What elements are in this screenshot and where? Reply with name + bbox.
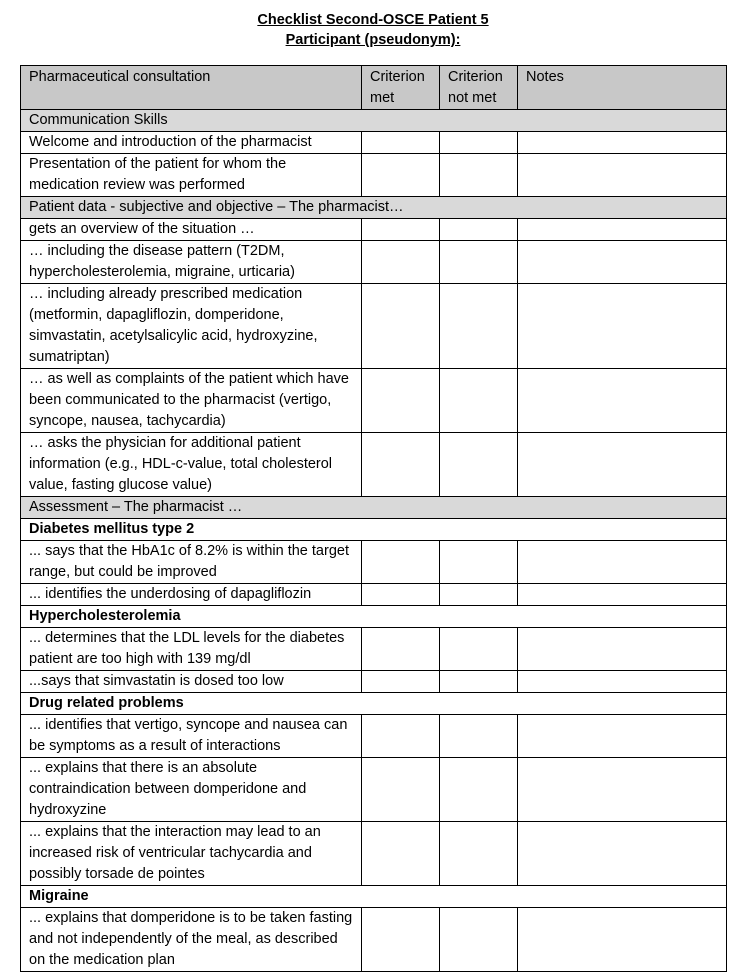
criterion-text: ... identifies the underdosing of dapagliflozin (21, 584, 362, 606)
criterion-not-met-cell[interactable] (440, 822, 518, 886)
header-criterion-not-met: Criterion not met (440, 66, 518, 110)
criterion-not-met-cell[interactable] (440, 908, 518, 972)
criterion-row (21, 154, 727, 197)
criterion-not-met-cell[interactable] (440, 715, 518, 758)
criterion-row (21, 822, 727, 886)
notes-cell[interactable] (518, 628, 727, 671)
notes-cell[interactable] (518, 433, 727, 497)
subsection-row (21, 519, 727, 541)
notes-cell[interactable] (518, 715, 727, 758)
subsection-row (21, 693, 727, 715)
criterion-met-cell[interactable] (362, 908, 440, 972)
criterion-text: ...says that simvastatin is dosed too low (21, 671, 362, 693)
criterion-row (21, 758, 727, 822)
criterion-met-cell[interactable] (362, 822, 440, 886)
criterion-not-met-cell[interactable] (440, 219, 518, 241)
criterion-not-met-cell[interactable] (440, 154, 518, 197)
criterion-row (21, 433, 727, 497)
criterion-row (21, 369, 727, 433)
participant-label: Participant (pseudonym): (285, 32, 461, 48)
notes-cell[interactable] (518, 671, 727, 693)
criterion-met-cell[interactable] (362, 671, 440, 693)
criterion-not-met-cell[interactable] (440, 369, 518, 433)
subsection-row (21, 606, 727, 628)
criterion-text: ... says that the HbA1c of 8.2% is within the target range, but could be improved (21, 541, 362, 584)
criterion-text: ... explains that the interaction may lead to an increased risk of ventricular tachycardia and possibly torsade de pointes (21, 822, 362, 886)
criterion-row (21, 132, 727, 154)
criterion-not-met-cell[interactable] (440, 628, 518, 671)
criterion-not-met-cell[interactable] (440, 132, 518, 154)
criterion-text: … asks the physician for additional patient information (e.g., HDL-c-value, total cholesterol value, fasting glucose value) (21, 433, 362, 497)
criterion-met-cell[interactable] (362, 219, 440, 241)
criterion-text: … including already prescribed medication (metformin, dapagliflozin, domperidone, simvastatin, acetylsalicylic acid, hydroxyzine, sumatriptan) (21, 284, 362, 369)
criterion-not-met-cell[interactable] (440, 671, 518, 693)
header-consultation: Pharmaceutical consultation (21, 66, 362, 110)
section-row (21, 197, 727, 219)
subsection-label: Migraine (21, 886, 727, 908)
criterion-met-cell[interactable] (362, 584, 440, 606)
criterion-text: Welcome and introduction of the pharmacist (21, 132, 362, 154)
notes-cell[interactable] (518, 219, 727, 241)
criterion-met-cell[interactable] (362, 369, 440, 433)
criterion-text: ... explains that there is an absolute contraindication between domperidone and hydroxyzine (21, 758, 362, 822)
criterion-text: ... determines that the LDL levels for the diabetes patient are too high with 139 mg/dl (21, 628, 362, 671)
criterion-met-cell[interactable] (362, 132, 440, 154)
criterion-met-cell[interactable] (362, 241, 440, 284)
criterion-not-met-cell[interactable] (440, 433, 518, 497)
subsection-label: Diabetes mellitus type 2 (21, 519, 727, 541)
criterion-met-cell[interactable] (362, 628, 440, 671)
notes-cell[interactable] (518, 584, 727, 606)
criterion-row (21, 908, 727, 972)
notes-cell[interactable] (518, 908, 727, 972)
criterion-text: ... explains that domperidone is to be taken fasting and not independently of the meal, as described on the medication plan (21, 908, 362, 972)
criterion-not-met-cell[interactable] (440, 241, 518, 284)
notes-cell[interactable] (518, 241, 727, 284)
header-criterion-met: Criterion met (362, 66, 440, 110)
criterion-row (21, 715, 727, 758)
criterion-not-met-cell[interactable] (440, 584, 518, 606)
section-label: Assessment – The pharmacist … (21, 497, 727, 519)
notes-cell[interactable] (518, 284, 727, 369)
criterion-not-met-cell[interactable] (440, 758, 518, 822)
criterion-row (21, 584, 727, 606)
criterion-met-cell[interactable] (362, 433, 440, 497)
notes-cell[interactable] (518, 369, 727, 433)
criterion-not-met-cell[interactable] (440, 284, 518, 369)
criterion-text: … including the disease pattern (T2DM, hypercholesterolemia, migraine, urticaria) (21, 241, 362, 284)
notes-cell[interactable] (518, 541, 727, 584)
document-header (0, 0, 746, 50)
notes-cell[interactable] (518, 154, 727, 197)
checklist-table (20, 65, 727, 972)
section-label: Communication Skills (21, 110, 727, 132)
criterion-met-cell[interactable] (362, 715, 440, 758)
criterion-row (21, 671, 727, 693)
criterion-text: … as well as complaints of the patient which have been communicated to the pharmacist (vertigo, syncope, nausea, tachycardia) (21, 369, 362, 433)
table-header-row (21, 66, 727, 110)
subsection-row (21, 886, 727, 908)
criterion-text: ... identifies that vertigo, syncope and nausea can be symptoms as a result of interactions (21, 715, 362, 758)
criterion-row (21, 219, 727, 241)
criterion-text: gets an overview of the situation … (21, 219, 362, 241)
criterion-row (21, 628, 727, 671)
criterion-not-met-cell[interactable] (440, 541, 518, 584)
criterion-text: Presentation of the patient for whom the medication review was performed (21, 154, 362, 197)
criterion-row (21, 541, 727, 584)
header-notes: Notes (518, 66, 727, 110)
criterion-met-cell[interactable] (362, 284, 440, 369)
notes-cell[interactable] (518, 758, 727, 822)
criterion-met-cell[interactable] (362, 154, 440, 197)
criterion-row (21, 284, 727, 369)
subsection-label: Hypercholesterolemia (21, 606, 727, 628)
section-row (21, 110, 727, 132)
criterion-met-cell[interactable] (362, 758, 440, 822)
subsection-label: Drug related problems (21, 693, 727, 715)
criterion-met-cell[interactable] (362, 541, 440, 584)
notes-cell[interactable] (518, 132, 727, 154)
criterion-row (21, 241, 727, 284)
document-title: Checklist Second-OSCE Patient 5 (257, 12, 489, 28)
section-label: Patient data - subjective and objective – The pharmacist… (21, 197, 727, 219)
section-row (21, 497, 727, 519)
notes-cell[interactable] (518, 822, 727, 886)
